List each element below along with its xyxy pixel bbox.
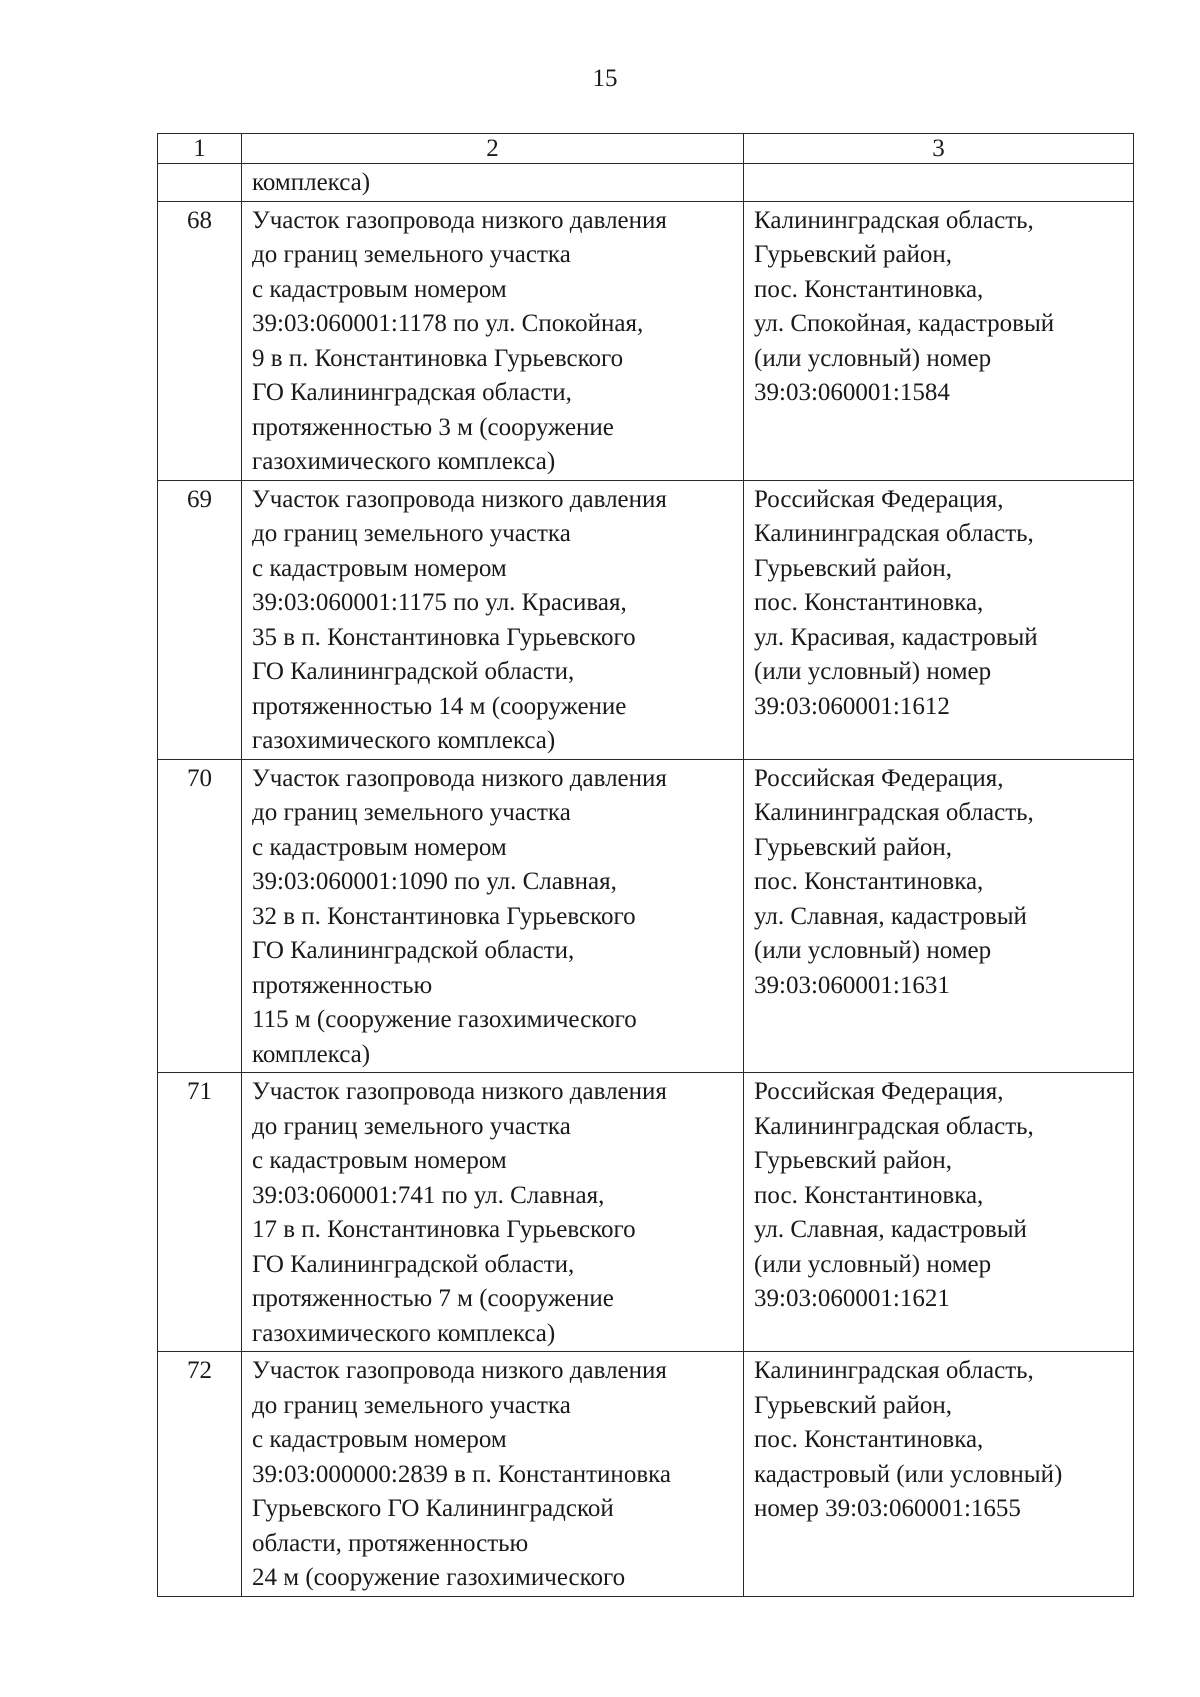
- object-description: [242, 201, 744, 480]
- row-number: 68: [158, 201, 242, 480]
- object-description-line: до границ земельного участка: [252, 1112, 571, 1140]
- object-location: [744, 759, 1134, 1073]
- object-location: [744, 201, 1134, 480]
- object-description: [242, 480, 744, 759]
- object-description-line: 9 в п. Константиновка Гурьевского: [252, 344, 624, 372]
- object-description-line: с кадастровым номером: [252, 833, 507, 861]
- object-description-line: Участок газопровода низкого давления: [252, 485, 667, 513]
- object-description-line: протяженностью: [252, 971, 433, 999]
- object-description-line: 39:03:060001:1175 по ул. Красивая,: [252, 589, 627, 616]
- object-description-line: протяженностью 3 м (сооружение: [252, 413, 614, 441]
- header-row: [158, 134, 1134, 164]
- object-description: [242, 1352, 744, 1597]
- object-description-line: Участок газопровода низкого давления: [252, 764, 667, 792]
- object-location: [744, 1073, 1134, 1352]
- objects-table: [157, 133, 1134, 1597]
- object-description-line: ГО Калининградской области,: [252, 1250, 575, 1278]
- object-description-line: с кадастровым номером: [252, 554, 507, 582]
- object-location-line: (или условный) номер: [754, 937, 992, 964]
- row-number: 71: [158, 1073, 242, 1352]
- object-description-line: до границ земельного участка: [252, 1391, 571, 1419]
- object-location: [744, 164, 1134, 202]
- object-location-line: Калининградская область,: [754, 799, 1034, 826]
- object-description-line: ГО Калининградская области,: [252, 379, 572, 406]
- object-description-line: комплекса): [252, 1040, 371, 1068]
- row-number: [158, 164, 242, 202]
- object-location-line: Гурьевский район,: [754, 1391, 953, 1419]
- object-location-line: пос. Константиновка,: [754, 1426, 984, 1453]
- table-row: [158, 1073, 1134, 1352]
- object-location-line: (или условный) номер: [754, 344, 992, 372]
- object-location-line: кадастровый (или условный): [754, 1460, 1063, 1488]
- header-col-2: 2: [242, 134, 744, 164]
- object-description: [242, 759, 744, 1073]
- object-description-line: комплекса): [252, 169, 371, 196]
- object-description-line: 32 в п. Константиновка Гурьевского: [252, 902, 636, 930]
- object-location-line: Калининградская область,: [754, 1112, 1034, 1140]
- table-row: [158, 201, 1134, 480]
- row-number: 70: [158, 759, 242, 1073]
- object-description: [242, 164, 744, 202]
- object-description-line: 39:03:060001:1090 по ул. Славная,: [252, 868, 617, 895]
- object-location-line: Калининградская область,: [754, 206, 1034, 234]
- object-location-line: ул. Красивая, кадастровый: [754, 623, 1038, 651]
- object-location-line: Российская Федерация,: [754, 1078, 1004, 1105]
- object-description-line: ГО Калининградской области,: [252, 937, 575, 964]
- object-description-line: до границ земельного участка: [252, 241, 571, 268]
- table-row: [158, 1352, 1134, 1597]
- object-description-line: с кадастровым номером: [252, 1426, 507, 1453]
- object-location-line: (или условный) номер: [754, 1250, 992, 1278]
- object-location-line: Калининградская область,: [754, 520, 1034, 547]
- object-description-line: Участок газопровода низкого давления: [252, 1078, 667, 1105]
- continuation-row: [158, 164, 1134, 202]
- object-description-line: до границ земельного участка: [252, 799, 571, 826]
- object-location-line: пос. Константиновка,: [754, 1181, 984, 1209]
- object-description-line: протяженностью 7 м (сооружение: [252, 1285, 614, 1312]
- object-description-line: с кадастровым номером: [252, 275, 507, 303]
- object-location-line: 39:03:060001:1584: [754, 379, 950, 406]
- object-location-line: Гурьевский район,: [754, 1147, 953, 1174]
- object-location: [744, 480, 1134, 759]
- object-description-line: газохимического комплекса): [252, 448, 556, 475]
- object-location-line: 39:03:060001:1631: [754, 971, 950, 999]
- table-body: [158, 134, 1134, 1597]
- object-location-line: пос. Константиновка,: [754, 868, 984, 895]
- row-number: 69: [158, 480, 242, 759]
- object-description: [242, 1073, 744, 1352]
- row-number: 72: [158, 1352, 242, 1597]
- object-location: [744, 1352, 1134, 1597]
- object-location-line: Калининградская область,: [754, 1357, 1034, 1384]
- object-location-line: Гурьевский район,: [754, 554, 953, 582]
- object-location-line: пос. Константиновка,: [754, 275, 984, 303]
- object-description-line: области, протяженностью: [252, 1529, 529, 1557]
- object-location-line: номер 39:03:060001:1655: [754, 1495, 1021, 1522]
- table-row: [158, 759, 1134, 1073]
- object-description-line: 39:03:000000:2839 в п. Константиновка: [252, 1460, 671, 1488]
- object-description-line: 17 в п. Константиновка Гурьевского: [252, 1216, 636, 1243]
- object-location-line: (или условный) номер: [754, 658, 992, 685]
- object-description-line: 39:03:060001:1178 по ул. Спокойная,: [252, 310, 644, 337]
- header-col-1: 1: [158, 134, 242, 164]
- object-location-line: ул. Славная, кадастровый: [754, 1216, 1027, 1243]
- page-number: 15: [592, 65, 618, 92]
- object-description-line: Участок газопровода низкого давления: [252, 206, 667, 234]
- object-description-line: протяженностью 14 м (сооружение: [252, 692, 627, 720]
- object-location-line: ул. Славная, кадастровый: [754, 902, 1027, 930]
- object-location-line: Российская Федерация,: [754, 485, 1004, 513]
- object-description-line: ГО Калининградской области,: [252, 658, 575, 685]
- object-location-line: Гурьевский район,: [754, 241, 953, 268]
- object-description-line: 115 м (сооружение газохимического: [252, 1006, 637, 1033]
- object-location-line: Российская Федерация,: [754, 764, 1004, 792]
- object-description-line: 24 м (сооружение газохимического: [252, 1564, 626, 1591]
- object-location-line: 39:03:060001:1621: [754, 1285, 950, 1312]
- header-col-3: 3: [744, 134, 1134, 164]
- object-description-line: 39:03:060001:741 по ул. Славная,: [252, 1181, 605, 1209]
- object-description-line: до границ земельного участка: [252, 520, 571, 547]
- table-row: [158, 480, 1134, 759]
- object-description-line: газохимического комплекса): [252, 1319, 556, 1347]
- object-location-line: 39:03:060001:1612: [754, 692, 950, 720]
- object-location-line: Гурьевский район,: [754, 833, 953, 861]
- object-location-line: ул. Спокойная, кадастровый: [754, 310, 1055, 337]
- object-description-line: Гурьевского ГО Калининградской: [252, 1495, 614, 1522]
- object-description-line: 35 в п. Константиновка Гурьевского: [252, 623, 636, 651]
- object-description-line: газохимического комплекса): [252, 727, 556, 754]
- object-location-line: пос. Константиновка,: [754, 589, 984, 616]
- object-description-line: с кадастровым номером: [252, 1147, 507, 1174]
- object-description-line: Участок газопровода низкого давления: [252, 1357, 667, 1384]
